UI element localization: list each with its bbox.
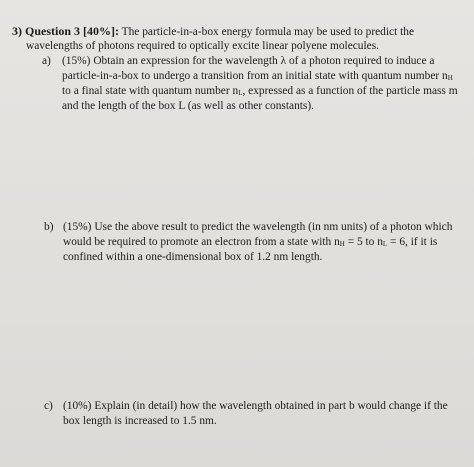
part-b-label: b)	[44, 221, 54, 233]
question-intro-line-2: wavelengths of photons required to optically excite linear polyene molecules.	[26, 40, 379, 52]
part-b-line-2-subscript-1: H	[339, 240, 345, 248]
part-b-line-1: (15%) Use the above result to predict the wavelength (in nm units) of a photon which	[63, 221, 453, 233]
question-intro-text: The particle-in-a-box energy formula may be used to predict the	[121, 26, 415, 38]
part-a-line-2-subscript: H	[447, 74, 453, 82]
part-a-line-1: (15%) Obtain an expression for the wavelength λ of a photon required to induce a	[62, 55, 435, 67]
part-b-line-2	[63, 236, 437, 251]
part-c-label: c)	[44, 400, 53, 412]
part-a-label: a)	[42, 55, 51, 67]
part-c-line-1: (10%) Explain (in detail) how the wavelength obtained in part b would change if the	[63, 400, 448, 412]
part-a-line-3-subscript: L	[238, 89, 243, 97]
part-a-line-3-post: , expressed as a function of the particle mass m	[242, 85, 458, 97]
part-b-line-2-pre: would be required to promote an electron from a state with n	[63, 236, 340, 248]
part-b-line-2-subscript-2: L	[382, 240, 388, 248]
part-a-line-2	[62, 70, 453, 85]
part-c-line-2: box length is increased to 1.5 nm.	[63, 415, 217, 427]
part-a-line-3-pre: to a final state with quantum number n	[62, 85, 239, 97]
part-b-line-2-mid: = 5 to n	[344, 236, 383, 248]
part-b-line-3: confined within a one-dimensional box of 1.2 nm length.	[63, 251, 323, 263]
question-intro-line-1	[12, 25, 414, 39]
part-a-line-3	[62, 85, 458, 100]
part-a-line-4: and the length of the box L (as well as other constants).	[62, 100, 315, 112]
part-b-line-2-post: = 6, if it is	[387, 236, 438, 248]
question-heading: 3) Question 3 [40%]:	[12, 24, 119, 38]
part-a-line-2-text: particle-in-a-box to undergo a transition from an initial state with quantum number n	[62, 70, 448, 82]
